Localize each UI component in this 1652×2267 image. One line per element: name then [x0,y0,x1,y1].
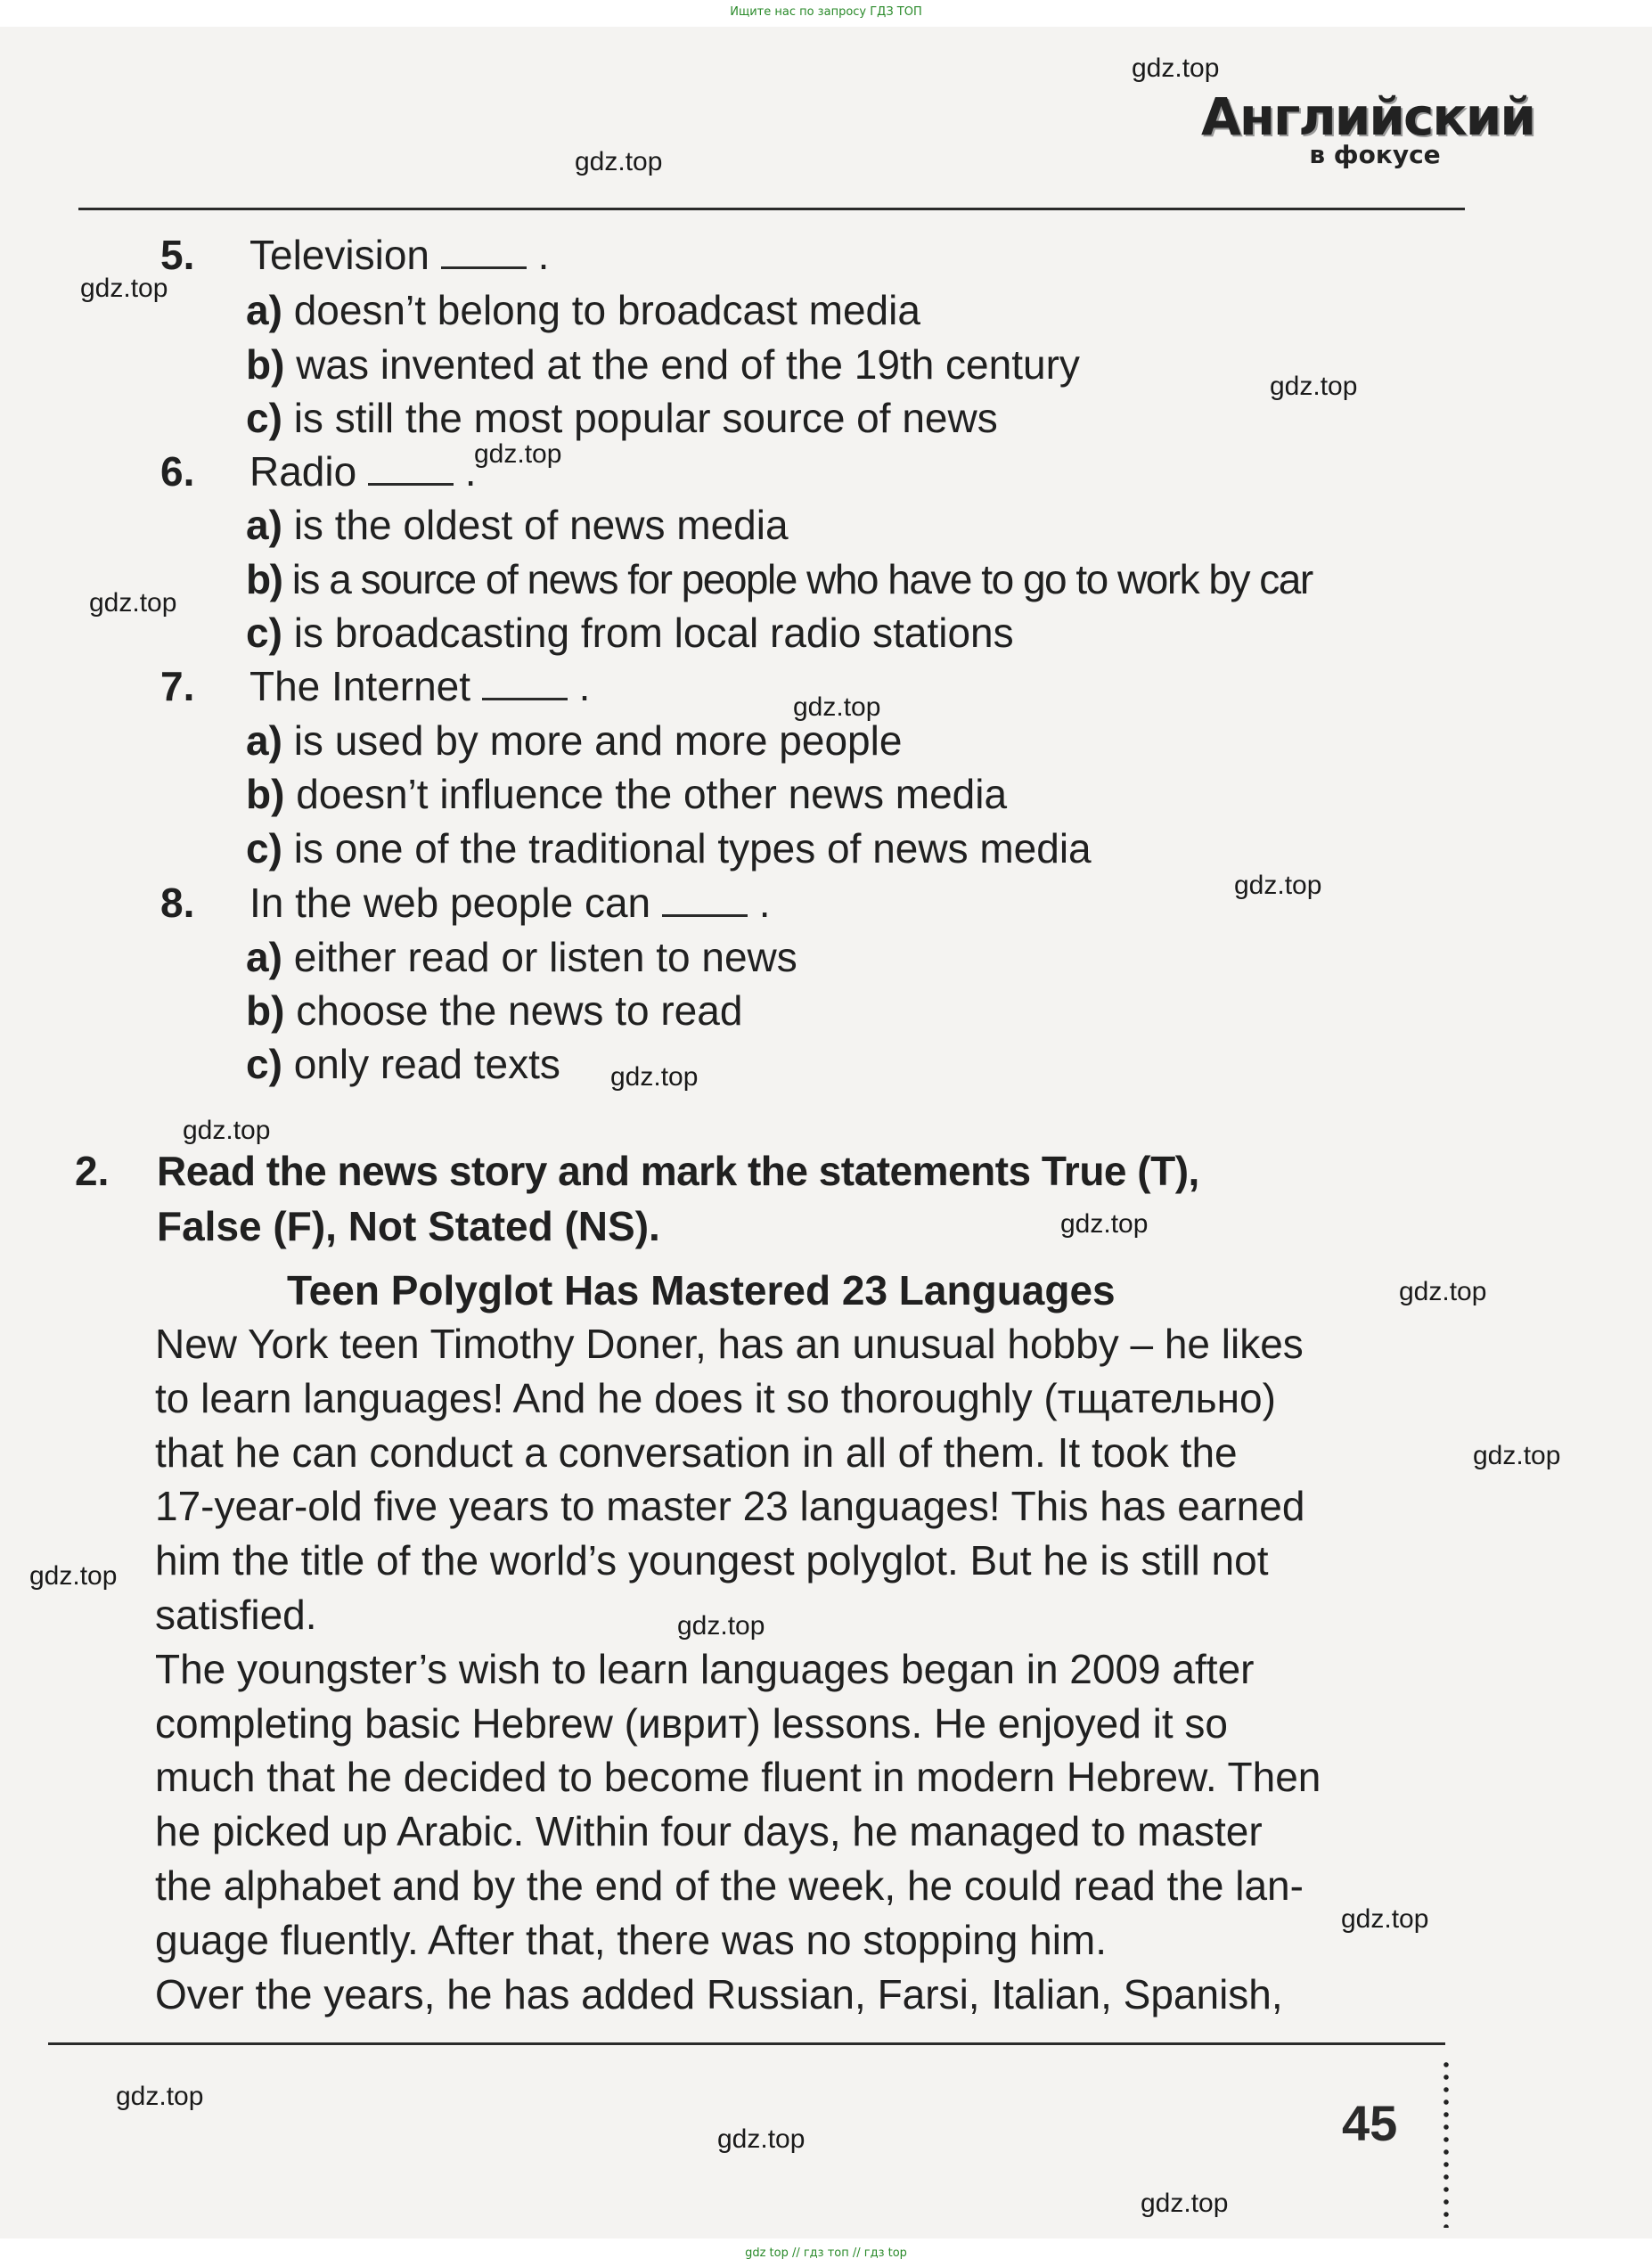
option-6b [246,554,1313,604]
option-7a [246,716,902,765]
option-text: is the oldest of news media [293,502,789,548]
option-letter: b) [246,771,285,817]
page-edge-dots [1443,2058,1449,2228]
top-note: Ищите нас по запросу ГДЗ ТОП [730,5,922,19]
watermark: gdz.top [1341,1904,1429,1934]
option-8b [246,986,742,1035]
watermark: gdz.top [1060,1209,1149,1239]
option-5b [246,340,1080,389]
question-number: 7. [160,663,195,709]
question-tail: . [758,880,771,926]
page-number: 45 [1342,2095,1398,2151]
watermark: gdz.top [677,1611,765,1641]
watermark: gdz.top [80,274,168,303]
task-number: 2. [75,1148,110,1194]
option-6c [246,608,1014,658]
watermark: gdz.top [1473,1441,1561,1470]
watermark: gdz.top [610,1062,699,1092]
watermark: gdz.top [116,2082,204,2111]
option-letter: b) [246,341,285,388]
option-letter: b) [246,987,285,1034]
option-letter: c) [246,610,282,656]
option-5c [246,393,998,443]
watermark: gdz.top [1234,871,1322,900]
question-7 [160,661,590,711]
option-8a [246,932,797,982]
option-7c [246,823,1092,873]
watermark: gdz.top [89,588,177,618]
option-letter: b) [246,556,282,602]
option-7b [246,769,1007,819]
answer-blank [441,234,527,269]
option-text: either read or listen to news [293,934,797,980]
option-letter: c) [246,1041,282,1087]
question-number: 8. [160,880,195,926]
question-tail: . [537,232,550,278]
question-6 [160,446,477,496]
task-instruction-line-1: Read the news story and mark the statements True (T), [157,1148,1199,1194]
story-line: to learn languages! And he does it so thoroughly (тщательно) [155,1375,1276,1421]
story-line: New York teen Timothy Doner, has an unusual hobby – he likes [155,1321,1304,1367]
answer-blank [662,882,748,917]
question-stem: The Internet [249,663,471,709]
header-rule [78,208,1465,210]
question-number: 5. [160,232,195,278]
watermark: gdz.top [717,2124,806,2154]
story-title: Teen Polyglot Has Mastered 23 Languages [287,1267,1116,1314]
question-tail: . [578,663,591,709]
story-line: that he can conduct a conversation in all of them. It took the [155,1429,1238,1476]
watermark: gdz.top [29,1561,118,1591]
option-text: is a source of news for people who have to go to work by car [291,556,1313,602]
footer-rule [48,2042,1445,2045]
option-letter: a) [246,717,282,764]
option-letter: c) [246,825,282,872]
option-text: only read texts [293,1041,560,1087]
question-stem: In the web people can [249,880,651,926]
watermark: gdz.top [1141,2189,1229,2218]
option-text: was invented at the end of the 19th century [296,341,1080,388]
option-letter: c) [246,395,282,441]
book-logo [1201,86,1535,169]
question-8 [160,878,770,928]
question-stem: Television [249,232,429,278]
option-text: is still the most popular source of news [293,395,998,441]
question-stem: Radio [249,448,357,495]
question-5 [160,230,549,280]
task-instruction-line-2: False (F), Not Stated (NS). [157,1203,660,1249]
option-text: choose the news to read [296,987,743,1034]
story-line: Over the years, he has added Russian, Farsi, Italian, Spanish, [155,1971,1283,2017]
watermark: gdz.top [575,147,663,176]
question-tail: . [464,448,477,495]
watermark: gdz.top [474,439,562,469]
watermark: gdz.top [793,692,881,722]
story-line: much that he decided to become fluent in modern Hebrew. Then [155,1754,1321,1800]
logo-subtitle: в фокусе [1309,140,1441,169]
option-8c [246,1039,560,1089]
option-text: doesn’t belong to broadcast media [293,287,920,333]
option-text: is used by more and more people [293,717,903,764]
story-line: The youngster’s wish to learn languages began in 2009 after [155,1646,1255,1692]
story-line: him the title of the world’s youngest polyglot. But he is still not [155,1537,1269,1584]
answer-blank [368,451,454,486]
story-line: he picked up Arabic. Within four days, he managed to master [155,1808,1263,1854]
story-line: guage fluently. After that, there was no stopping him. [155,1917,1108,1963]
option-letter: a) [246,287,282,333]
option-letter: a) [246,502,282,548]
answer-blank [482,666,568,700]
option-text: doesn’t influence the other news media [296,771,1008,817]
story-line: satisfied. [155,1592,317,1638]
story-line: 17-year-old five years to master 23 languages! This has earned [155,1483,1305,1529]
watermark: gdz.top [183,1116,271,1145]
watermark: gdz.top [1132,53,1220,83]
watermark: gdz.top [1399,1277,1487,1306]
option-5a [246,285,920,335]
story-line: completing basic Hebrew (иврит) lessons. He enjoyed it so [155,1700,1228,1747]
option-letter: a) [246,934,282,980]
option-6a [246,500,789,550]
watermark: gdz.top [1270,372,1358,401]
option-text: is broadcasting from local radio stations [293,610,1014,656]
logo-title: Английский [1201,86,1535,147]
bottom-note: gdz top // гдз топ // гдз top [745,2247,907,2260]
option-text: is one of the traditional types of news media [293,825,1092,872]
question-number: 6. [160,448,195,495]
story-line: the alphabet and by the end of the week, he could read the lan- [155,1862,1304,1909]
